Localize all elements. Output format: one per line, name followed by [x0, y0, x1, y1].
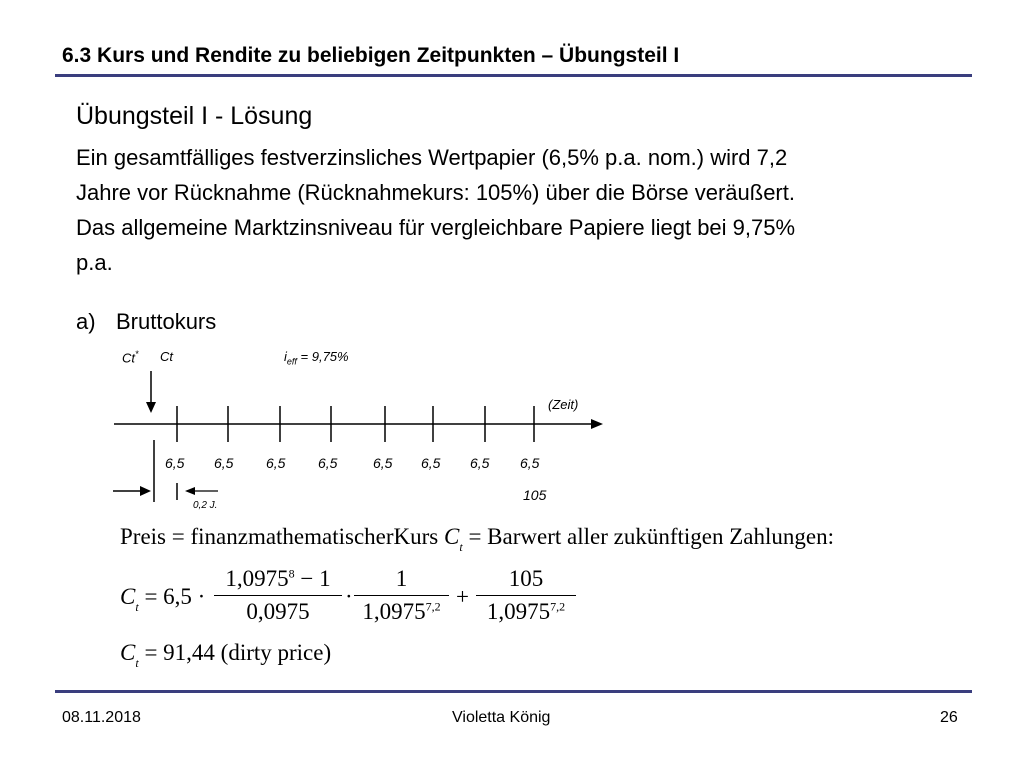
stub-period-label: 0,2 J.	[193, 500, 218, 511]
ct-star-arrowhead	[146, 402, 156, 413]
problem-line: p.a.	[76, 250, 113, 275]
price-formula-lhs: $C_t = 6,5$ ·	[120, 584, 206, 614]
discount-arrowhead	[140, 486, 151, 496]
coupon-amount: 6,5	[470, 455, 490, 471]
discount-fraction	[354, 566, 449, 625]
section-heading: Übungsteil I - Lösung	[76, 102, 313, 130]
redemption-amount: 105	[523, 487, 547, 503]
coupon-amount: 6,5	[373, 455, 393, 471]
coupon-amount: 6,5	[421, 455, 441, 471]
footer-divider	[55, 690, 972, 693]
annuity-fraction	[214, 566, 342, 625]
price-definition: Preis = finanzmathematischerKurs $C_t$ = Barwert aller zukünftigen Zahlungen:	[120, 524, 834, 554]
price-result: $C_t = 91,44$ (dirty price)	[120, 640, 332, 670]
coupon-amount: 6,5	[520, 455, 540, 471]
problem-line: Ein gesamtfälliges festverzinsliches Wertpapier (6,5% p.a. nom.) wird 7,2	[76, 145, 788, 170]
footer-author: Violetta König	[452, 709, 551, 726]
annuity-fraction-numerator: $1,0975^8 - 1$	[225, 566, 331, 591]
redemption-fraction-denominator: 1,0975$^{7,2}$	[476, 595, 576, 625]
discount-fraction-denominator: 1,0975$^{7,2}$	[354, 595, 449, 625]
axis-arrowhead	[591, 419, 603, 429]
problem-line: Das allgemeine Marktzinsniveau für vergleichbare Papiere liegt bei 9,75%	[76, 215, 796, 240]
slide-title: 6.3 Kurs und Rendite zu beliebigen Zeitpunkten – Übungsteil I	[62, 44, 680, 67]
discount-fraction-numerator: 1	[395, 566, 408, 591]
coupon-amount: 6,5	[266, 455, 286, 471]
axis-label: (Zeit)	[548, 397, 579, 412]
part-marker: a)	[76, 309, 96, 334]
annuity-fraction-denominator: 0,0975	[214, 595, 342, 625]
problem-line: Jahre vor Rücknahme (Rücknahmekurs: 105%) über die Börse veräußert.	[76, 180, 795, 205]
redemption-fraction	[476, 566, 576, 625]
stub-arrowhead	[185, 487, 195, 495]
coupon-amount: 6,5	[318, 455, 338, 471]
ieff-label: $i_{eff} = 9,75\%$	[284, 349, 349, 367]
page-number: 26	[940, 709, 958, 726]
coupon-amount: 6,5	[214, 455, 234, 471]
multiply-dot: ·	[345, 584, 353, 609]
ct-star-label: Ct*	[122, 349, 139, 366]
coupon-amount: 6,5	[165, 455, 185, 471]
redemption-fraction-numerator: 105	[508, 566, 544, 591]
part-label: Bruttokurs	[116, 309, 217, 334]
footer-date: 08.11.2018	[62, 709, 141, 726]
ct-label: Ct	[160, 349, 173, 364]
plus-sign: +	[456, 584, 469, 609]
